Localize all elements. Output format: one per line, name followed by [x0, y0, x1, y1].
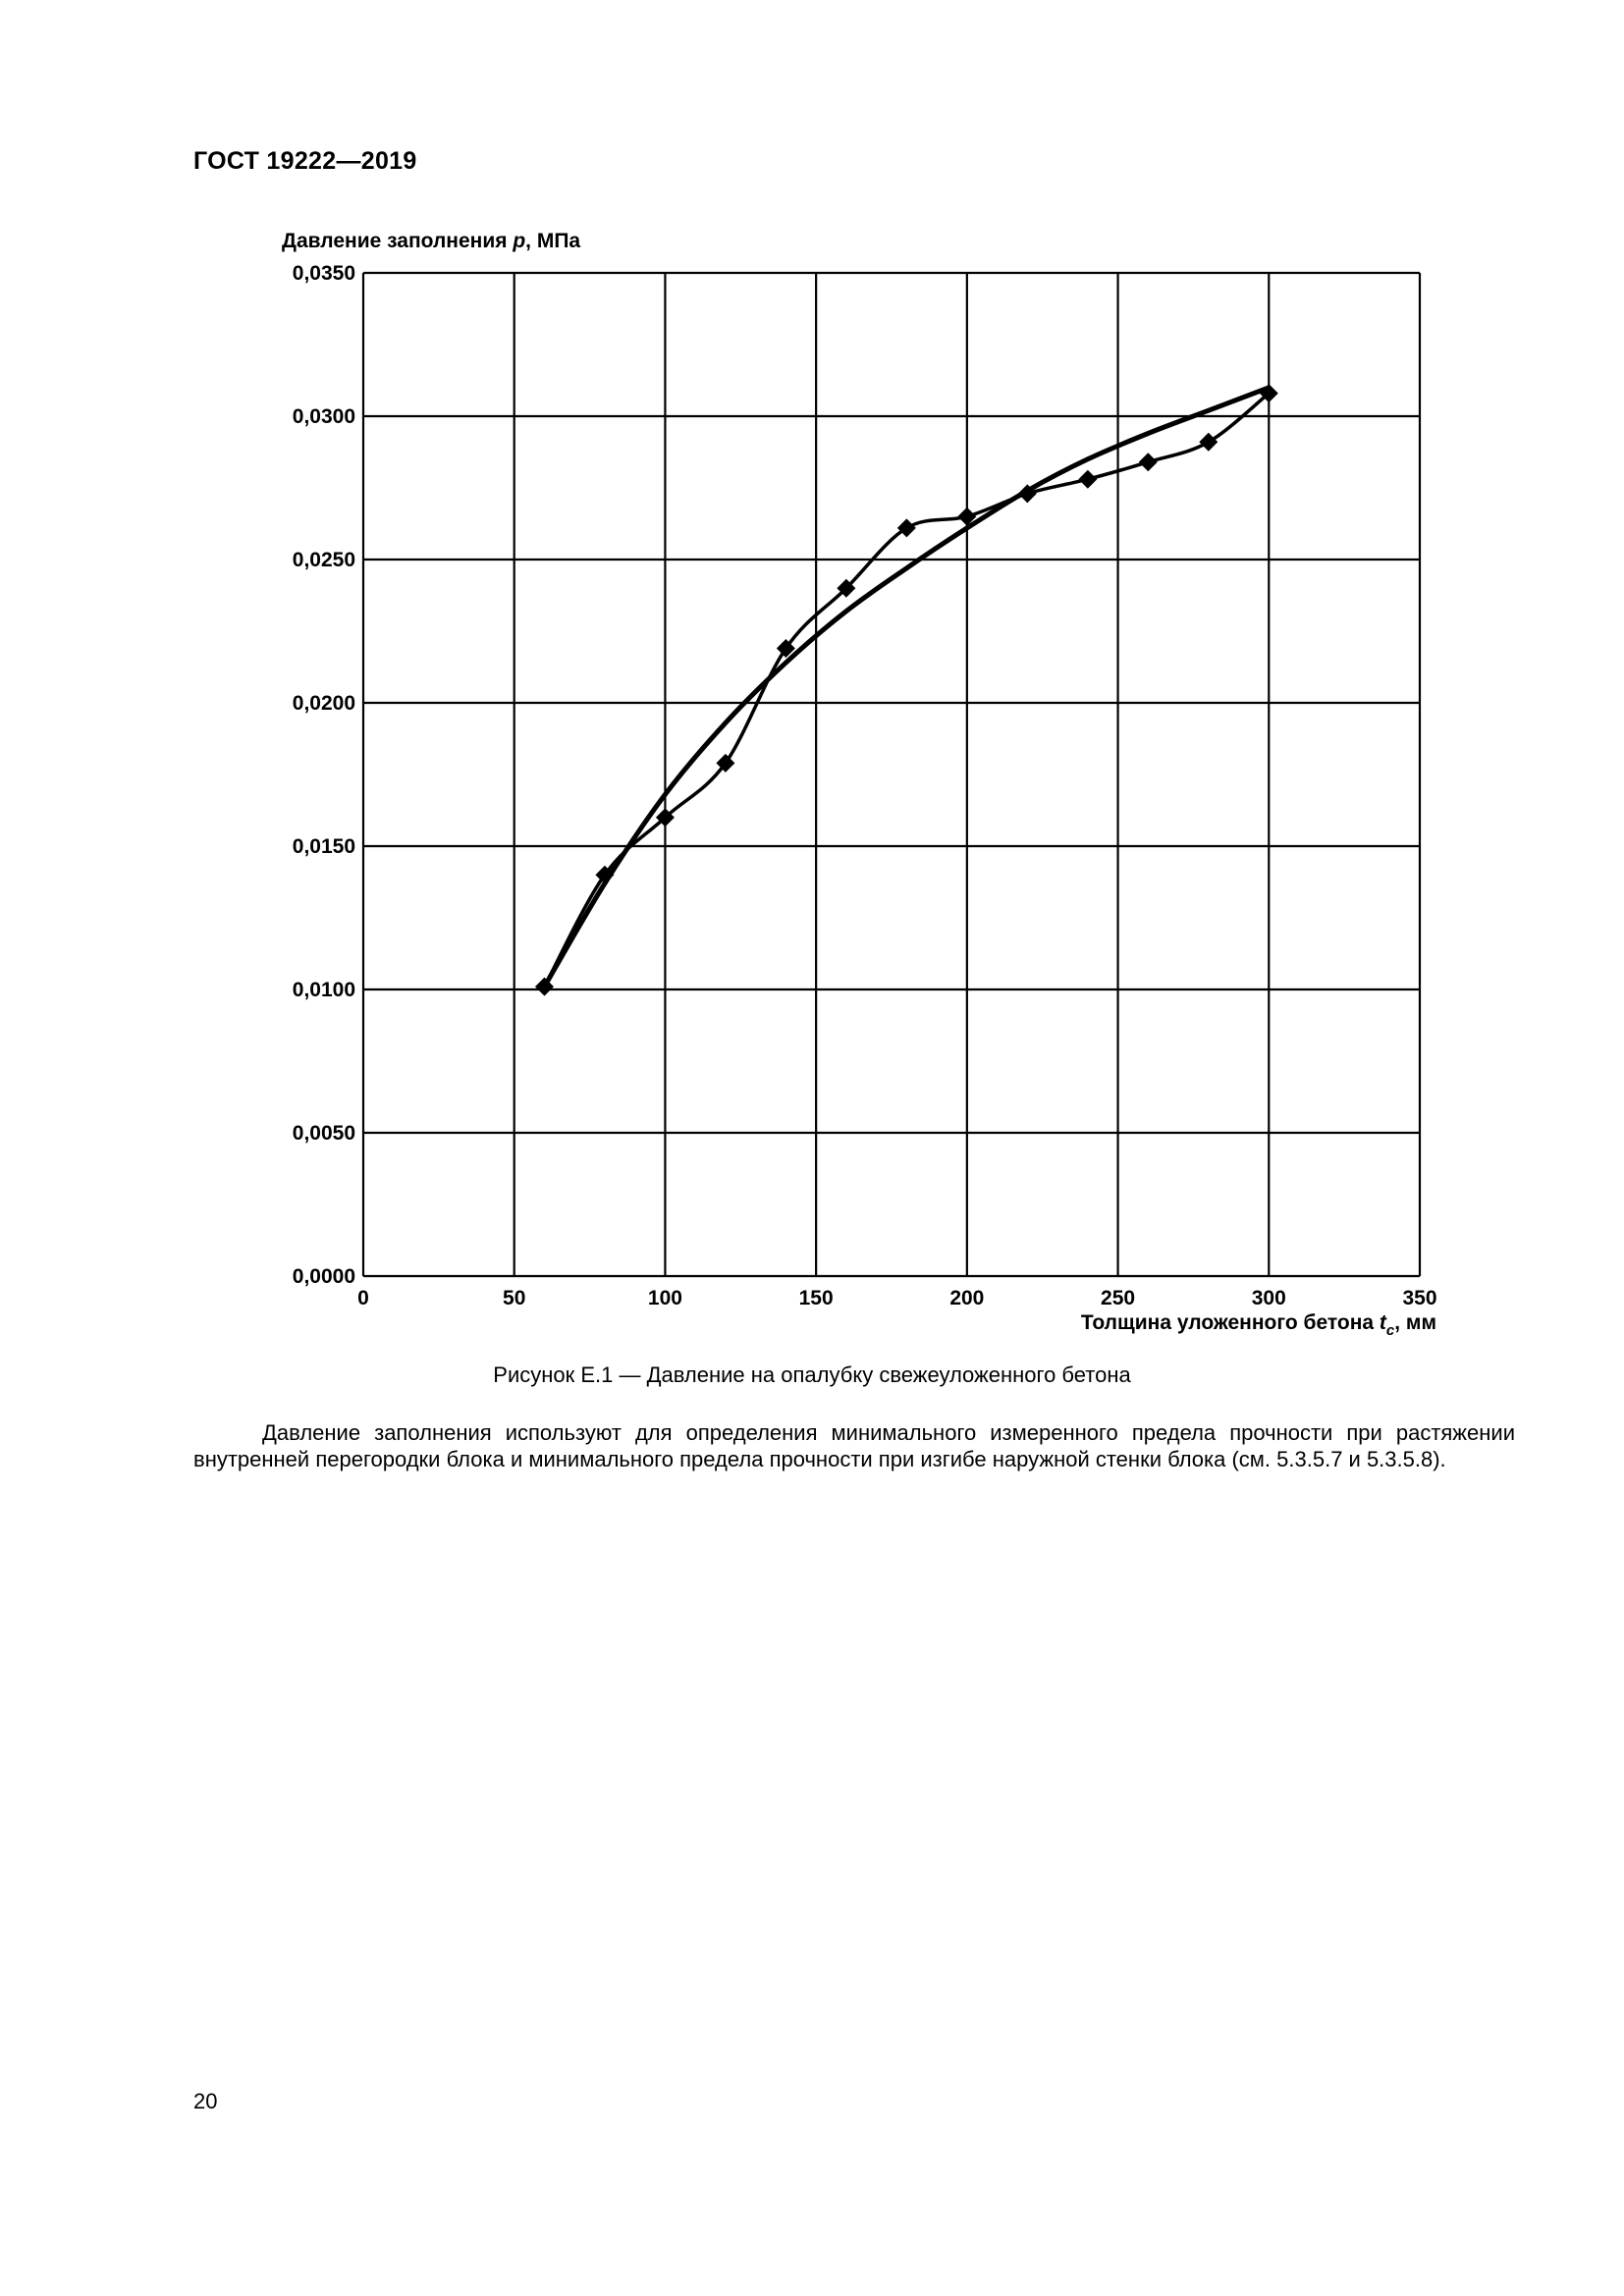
y-tick-label: 0,0200: [292, 692, 355, 715]
body-paragraph: Давление заполнения используют для определения минимального измеренного предела прочности при растяжении внутренней перегородки блока и минимального предела прочности при изгибе наружной стенки блока (см. 5.3.5.7 и 5.3.5.8).: [193, 1420, 1515, 1471]
series-line-measured: [545, 394, 1270, 988]
x-tick-label: 300: [1251, 1287, 1286, 1309]
x-tick-label: 200: [949, 1287, 985, 1309]
y-tick-label: 0,0300: [292, 405, 355, 428]
x-tick-label: 350: [1402, 1287, 1437, 1309]
chart-grid: [363, 273, 1420, 1276]
data-point-diamond: [1139, 453, 1158, 471]
chart-markers: [535, 384, 1278, 995]
x-tick-label: 0: [357, 1287, 369, 1309]
standard-header: ГОСТ 19222—2019: [193, 147, 417, 175]
data-point-diamond: [1199, 433, 1218, 452]
x-tick-label: 150: [798, 1287, 834, 1309]
y-tick-label: 0,0250: [292, 549, 355, 571]
y-tick-label: 0,0350: [292, 262, 355, 285]
y-tick-label: 0,0050: [292, 1122, 355, 1145]
page-number: 20: [193, 2089, 218, 2113]
x-axis-label: Толщина уложенного бетона $t_c$, мм: [1080, 1311, 1436, 1339]
series-line-fitted: [545, 388, 1270, 987]
chart-series: [545, 388, 1270, 987]
x-tick-label: 50: [503, 1287, 526, 1309]
y-tick-label: 0,0150: [292, 835, 355, 858]
chart-tick-labels: [293, 262, 1437, 1309]
figure-caption: Рисунок Е.1 — Давление на опалубку свежеуложенного бетона: [493, 1362, 1131, 1387]
y-tick-label: 0,0100: [292, 979, 355, 1001]
data-point-diamond: [1078, 470, 1097, 489]
x-tick-label: 250: [1101, 1287, 1136, 1309]
y-axis-label: Давление заполнения p, МПа: [282, 230, 581, 252]
y-tick-label: 0,0000: [292, 1265, 355, 1288]
x-tick-label: 100: [647, 1287, 682, 1309]
